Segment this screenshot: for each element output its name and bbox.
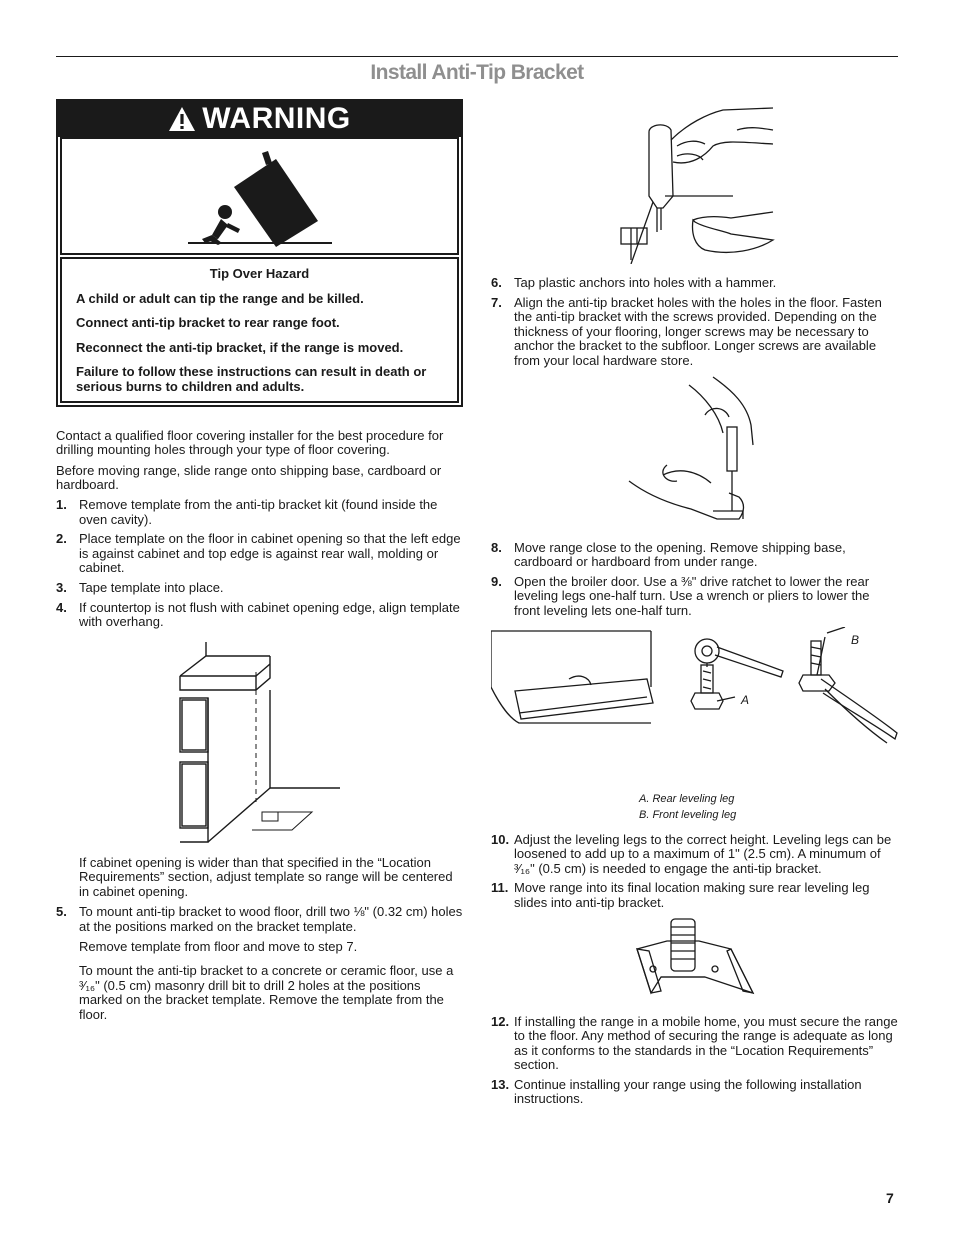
step-item — [56, 601, 463, 630]
step-item — [491, 881, 898, 910]
step-item — [491, 575, 898, 619]
intro-paragraph: Contact a qualified floor covering installer for the best procedure for drilling mounting holes through your type of floor covering. — [56, 427, 444, 458]
step-item — [491, 541, 898, 570]
warning-line: A child or adult can tip the range and be killed. — [76, 290, 364, 306]
step-number: 4. — [56, 599, 67, 615]
step-subparagraph: To mount the anti-tip bracket to a concrete or ceramic floor, use a ³⁄₁₆" (0.5 cm) masonry drill bit to drill 2 holes at the positions marked on the bracket template. Remove the template from the floor. — [79, 963, 454, 1023]
step-number: 8. — [491, 539, 502, 555]
step-subparagraph: Remove template from floor and move to step 7. — [79, 938, 358, 954]
step-item — [491, 296, 898, 369]
step-number: 12. — [491, 1013, 510, 1029]
step-text: If installing the range in a mobile home, you must secure the range to the floor. Any method of securing the range is adequate as long as it conforms to the standards in the “Location Requirements” section. — [514, 1013, 898, 1073]
step-text: To mount anti-tip bracket to wood floor, drill two ⅛" (0.32 cm) holes at the positions marked on the bracket template. — [79, 904, 463, 935]
step-text: Align the anti-tip bracket holes with the holes in the floor. Fasten the anti-tip bracket with the screws provided. Depending on the thickness of your flooring, longer screws may be necessary to anchor the bracket to the subfloor. Longer screws are available from your local hardware store. — [514, 294, 882, 368]
hazard-title: Tip Over Hazard — [209, 266, 310, 281]
tip-over-illustration — [60, 137, 459, 255]
leveling-legs-drawing — [491, 627, 898, 777]
tip-over-range-icon — [62, 139, 457, 253]
intro-paragraph: Before moving range, slide range onto shipping base, cardboard or hardboard. — [56, 462, 442, 493]
steps-list — [56, 905, 463, 934]
warning-text — [60, 257, 459, 403]
step-text: Place template on the floor in cabinet opening so that the left edge is against cabinet and top edge is against rear wall, molding or cabinet. — [79, 531, 461, 576]
step-item — [56, 905, 463, 934]
step-number: 7. — [491, 294, 502, 310]
warning-header — [58, 101, 461, 137]
step-number: 3. — [56, 579, 67, 595]
caption-rear-leg: A. Rear leveling leg — [639, 792, 735, 805]
step-text: Move range into its final location making sure rear leveling leg slides into anti-tip bracket. — [514, 880, 870, 910]
leveling-legs-figure — [491, 627, 898, 777]
step-number: 1. — [56, 496, 67, 512]
top-rule — [56, 56, 898, 57]
step-number: 10. — [491, 831, 510, 847]
warning-line: Reconnect the anti-tip bracket, if the range is moved. — [76, 339, 404, 355]
figure-label-a: A — [741, 692, 750, 707]
step-text: Tape template into place. — [79, 579, 224, 595]
step-item — [491, 1078, 898, 1107]
steps-list — [491, 276, 898, 369]
warning-line: Connect anti-tip bracket to rear range foot. — [76, 315, 340, 331]
figure-captions — [491, 791, 898, 823]
step-number: 11. — [491, 880, 509, 896]
figure-label-b: B — [851, 632, 860, 647]
step-number: 6. — [491, 275, 502, 290]
cabinet-template-figure — [56, 642, 463, 848]
warning-triangle-icon — [168, 106, 196, 132]
step-text: Move range close to the opening. Remove shipping base, cardboard or hardboard from under range. — [514, 539, 846, 570]
steps-list — [491, 833, 898, 911]
steps-list — [56, 498, 463, 630]
warning-box — [56, 99, 463, 407]
step-item — [491, 276, 898, 291]
page-title: Install Anti-Tip Bracket — [370, 61, 584, 84]
step-item — [56, 532, 463, 576]
drill-figure — [491, 100, 898, 264]
warning-heading: WARNING — [202, 101, 351, 135]
steps-list — [491, 541, 898, 619]
step-text: If countertop is not flush with cabinet opening edge, align template with overhang. — [79, 599, 460, 630]
left-column — [56, 99, 463, 1029]
step-item — [491, 833, 898, 877]
anti-tip-bracket-figure — [491, 917, 898, 1009]
screwdriver-figure — [491, 375, 898, 527]
step-text: Remove template from the anti-tip bracket kit (found inside the oven cavity). — [79, 496, 438, 527]
step-text: Continue installing your range using the following installation instructions. — [514, 1076, 862, 1107]
page-number: 7 — [886, 1190, 894, 1206]
after-figure-paragraph: If cabinet opening is wider than that specified in the “Location Requirements” section, adjust template so range will be centered in cabinet opening. — [79, 854, 453, 899]
warning-line: Failure to follow these instructions can result in death or serious burns to children and adults. — [76, 364, 427, 394]
step-text: Tap plastic anchors into holes with a hammer. — [514, 275, 777, 290]
step-text: Open the broiler door. Use a ⅜" drive ratchet to lower the rear leveling legs one-half turn. Use a wrench or pliers to lower the front leveling lets one-half turn. — [514, 573, 870, 618]
step-item — [56, 498, 463, 527]
step-item — [56, 581, 463, 596]
step-number: 5. — [56, 904, 67, 920]
steps-list — [491, 1015, 898, 1108]
right-column — [491, 100, 898, 1112]
step-text: Adjust the leveling legs to the correct height. Leveling legs can be loosened to add up to a maximum of 1" (2.5 cm). A minumum of ³⁄₁₆" (0.5 cm) is needed to engage the anti-tip bracket. — [514, 831, 892, 876]
step-item — [491, 1015, 898, 1073]
caption-front-leg: B. Front leveling leg — [639, 808, 737, 821]
step-number: 13. — [491, 1076, 510, 1092]
step-number: 2. — [56, 531, 67, 547]
step-number: 9. — [491, 573, 502, 589]
